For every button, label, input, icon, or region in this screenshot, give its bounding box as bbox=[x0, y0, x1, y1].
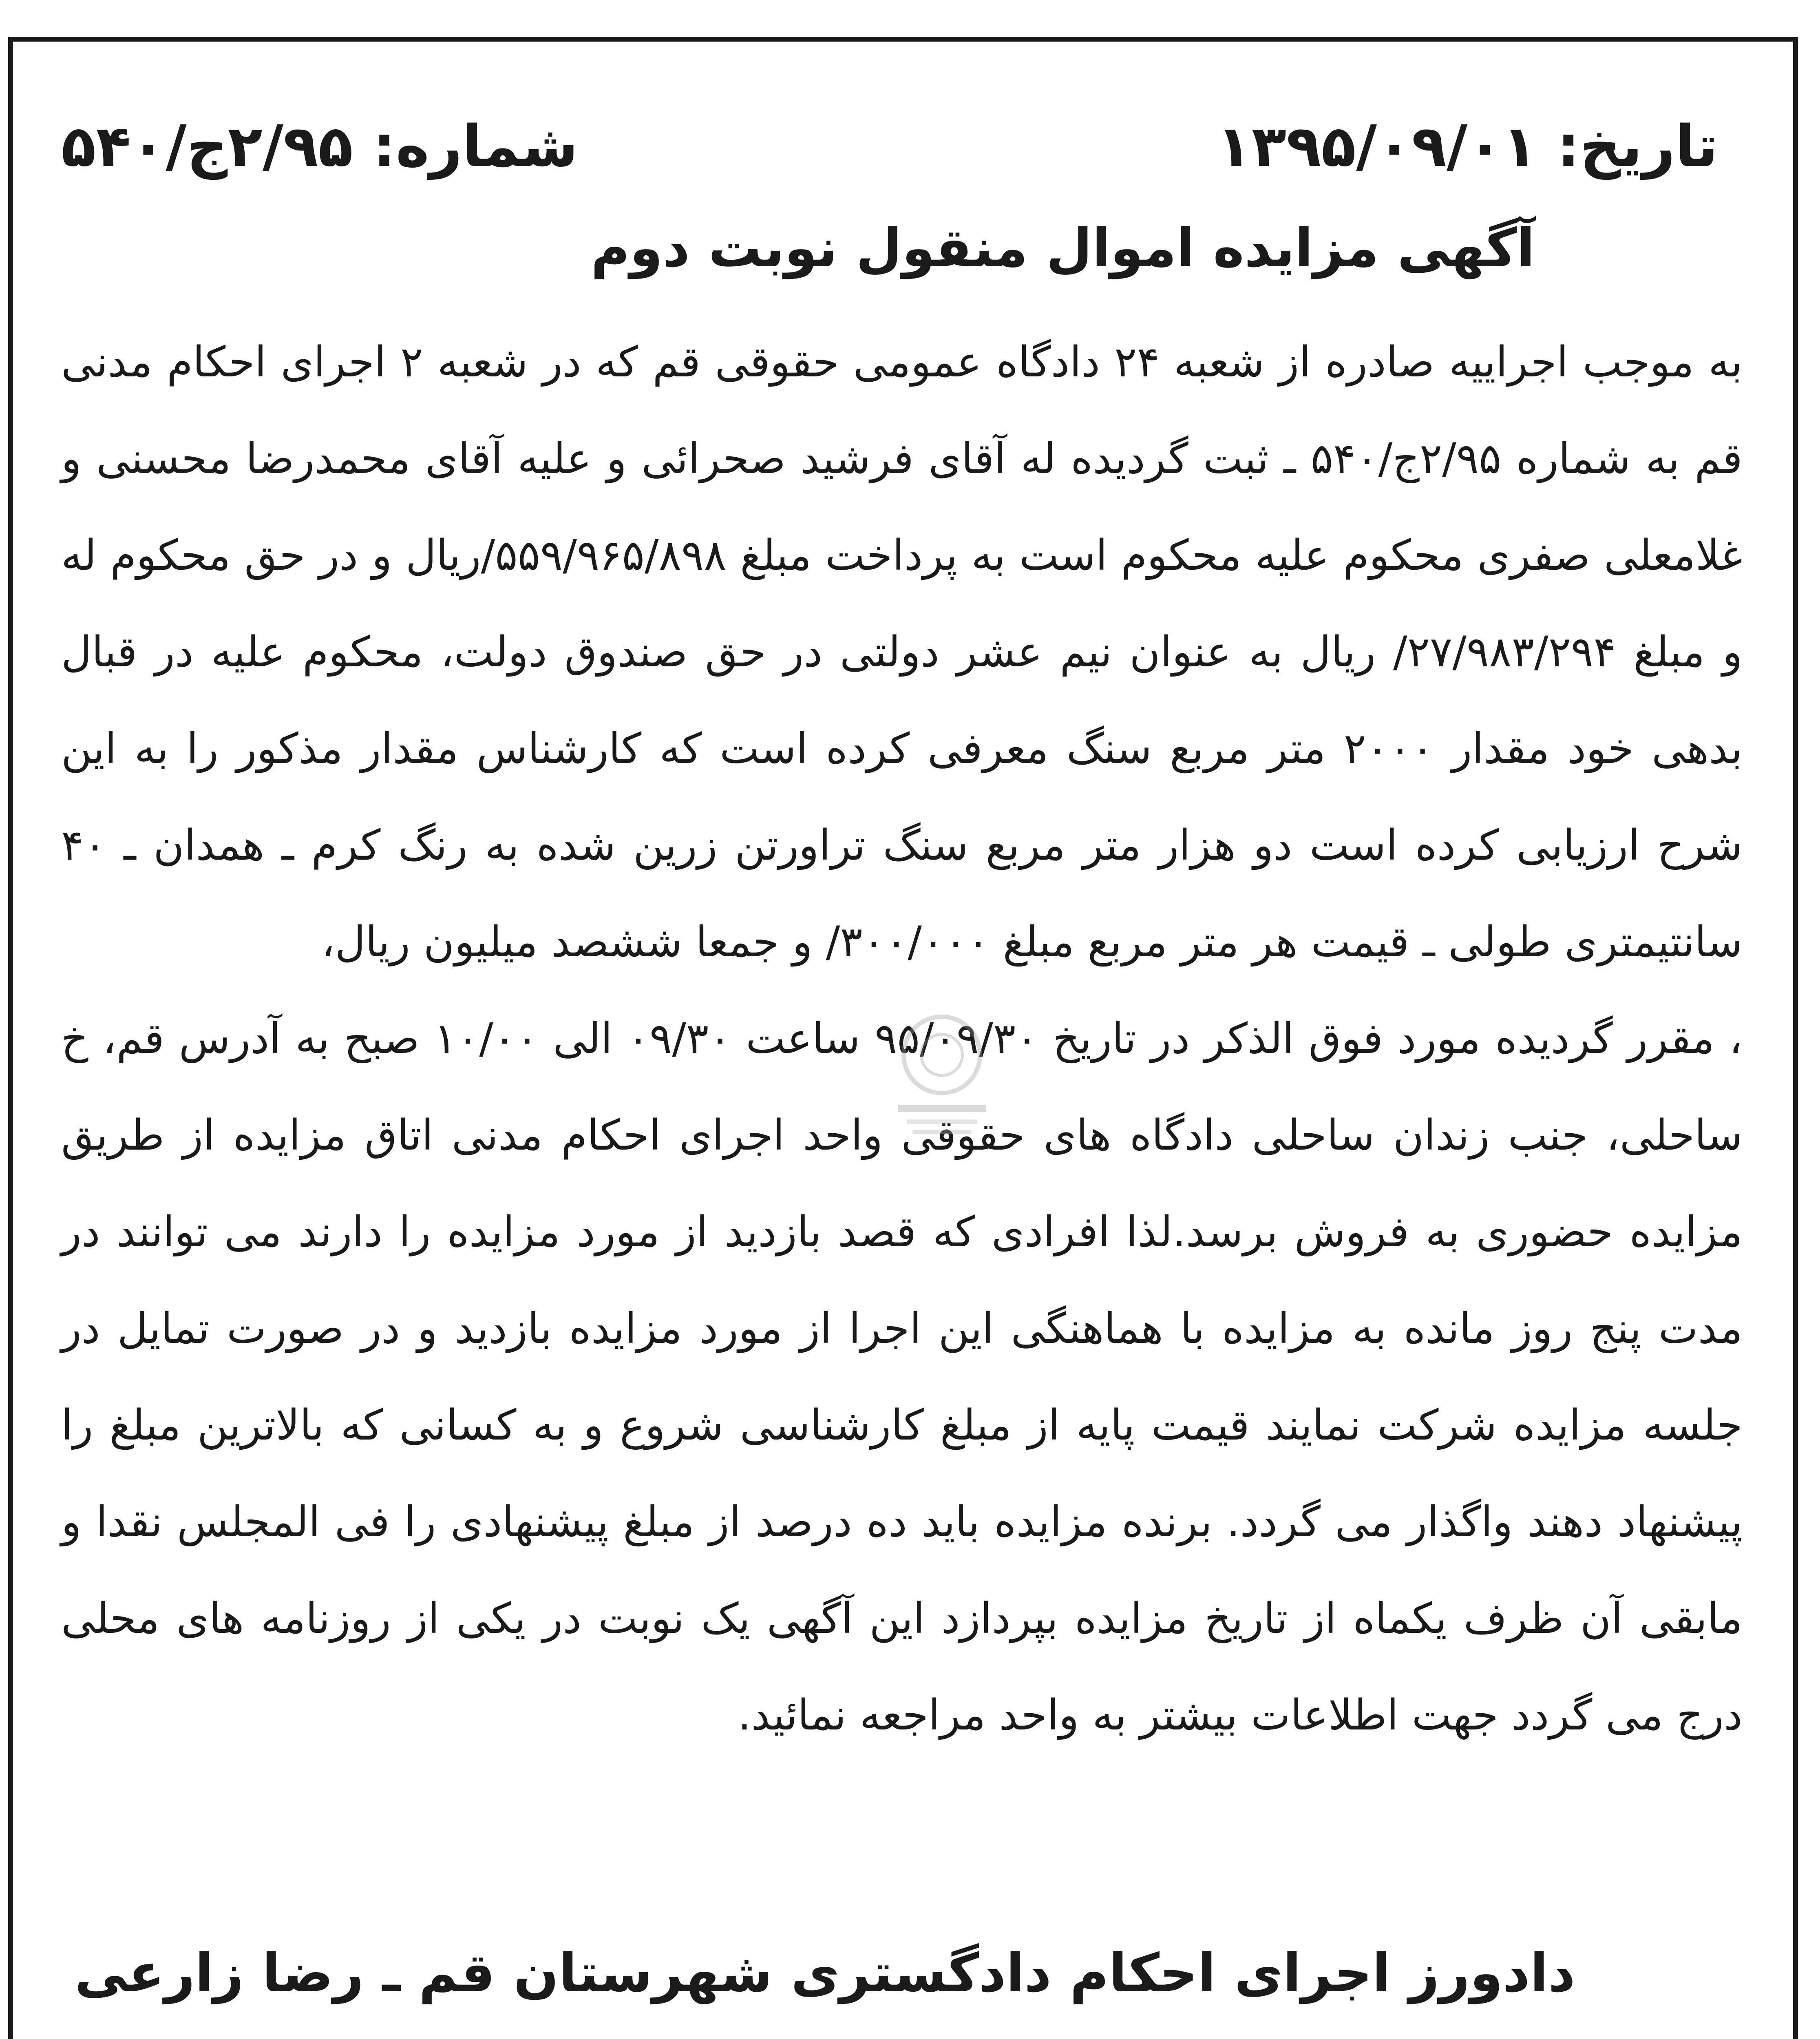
notice-title: آگهی مزایده اموال منقول نوبت دوم bbox=[591, 217, 1535, 279]
notice-date: تاریخ: ۱۳۹۵/۰۹/۰۱ bbox=[1217, 113, 1718, 180]
notice-paragraph-1: به موجب اجراییه صادره از شعبه ۲۴ دادگاه عمومی حقوقی قم که در شعبه ۲ اجرای احکام مدنی قم به شماره ۲/۹۵ج/۵۴۰ ـ ثبت گردیده له آقای فرشید صحرائی و علیه آقای محمدرضا محسنی و غلامعلی صفری محکوم علیه محکوم است به پرداخت مبلغ ۵۵۹/۹۶۵/۸۹۸/ریال و در حق محکوم له و مبلغ ۲۷/۹۸۳/۲۹۴/ ریال به عنوان نیم عشر دولتی در حق صندوق دولت، محکوم علیه در قبال بدهی خود مقدار ۲۰۰۰ متر مربع سنگ معرفی کرده است که کارشناس مقدار مذکور را به این شرح ارزیابی کرده است دو هزار متر مربع سنگ تراورتن زرین شده به رنگ کرم ـ همدان ـ ۴۰ سانتیمتری طولی ـ قیمت هر متر مربع مبلغ ۳۰۰/۰۰۰/ و جمعا ششصد میلیون ریال، bbox=[61, 338, 1743, 966]
notice-body bbox=[61, 314, 1743, 1764]
notice-header bbox=[61, 94, 1718, 200]
notice-signature: دادورز اجرای احکام دادگستری شهرستان قم ـ رضا زارعی bbox=[75, 1942, 1575, 2004]
notice-number: شماره: ۲/۹۵ج/۵۴۰ bbox=[61, 113, 578, 180]
notice-paragraph-2: ، مقرر گردیده مورد فوق الذکر در تاریخ ۹۵/۰۹/۳۰ ساعت ۰۹/۳۰ الی ۱۰/۰۰ صبح به آدرس قم، خ ساحلی، جنب زندان ساحلی دادگاه های حقوقی واحد اجرای احکام مدنی اتاق مزایده از طریق مزایده حضوری به فروش برسد.لذا افرادی که قصد بازدید از مورد مزایده را دارند می توانند در مدت پنج روز مانده به مزایده با هماهنگی این اجرا از مورد مزایده بازدید و در صورت تمایل در جلسه مزایده شرکت نمایند قیمت پایه از مبلغ کارشناسی شروع و به کسانی که بالاترین مبلغ را پیشنهاد دهند واگذار می گردد. برنده مزایده باید ده درصد از مبلغ پیشنهادی را فی المجلس نقدا و مابقی آن ظرف یکماه از تاریخ مزایده بپردازد این آگهی یک نوبت در یکی از روزنامه های محلی درج می گردد جهت اطلاعات بیشتر به واحد مراجعه نمائید. bbox=[61, 1014, 1743, 1740]
